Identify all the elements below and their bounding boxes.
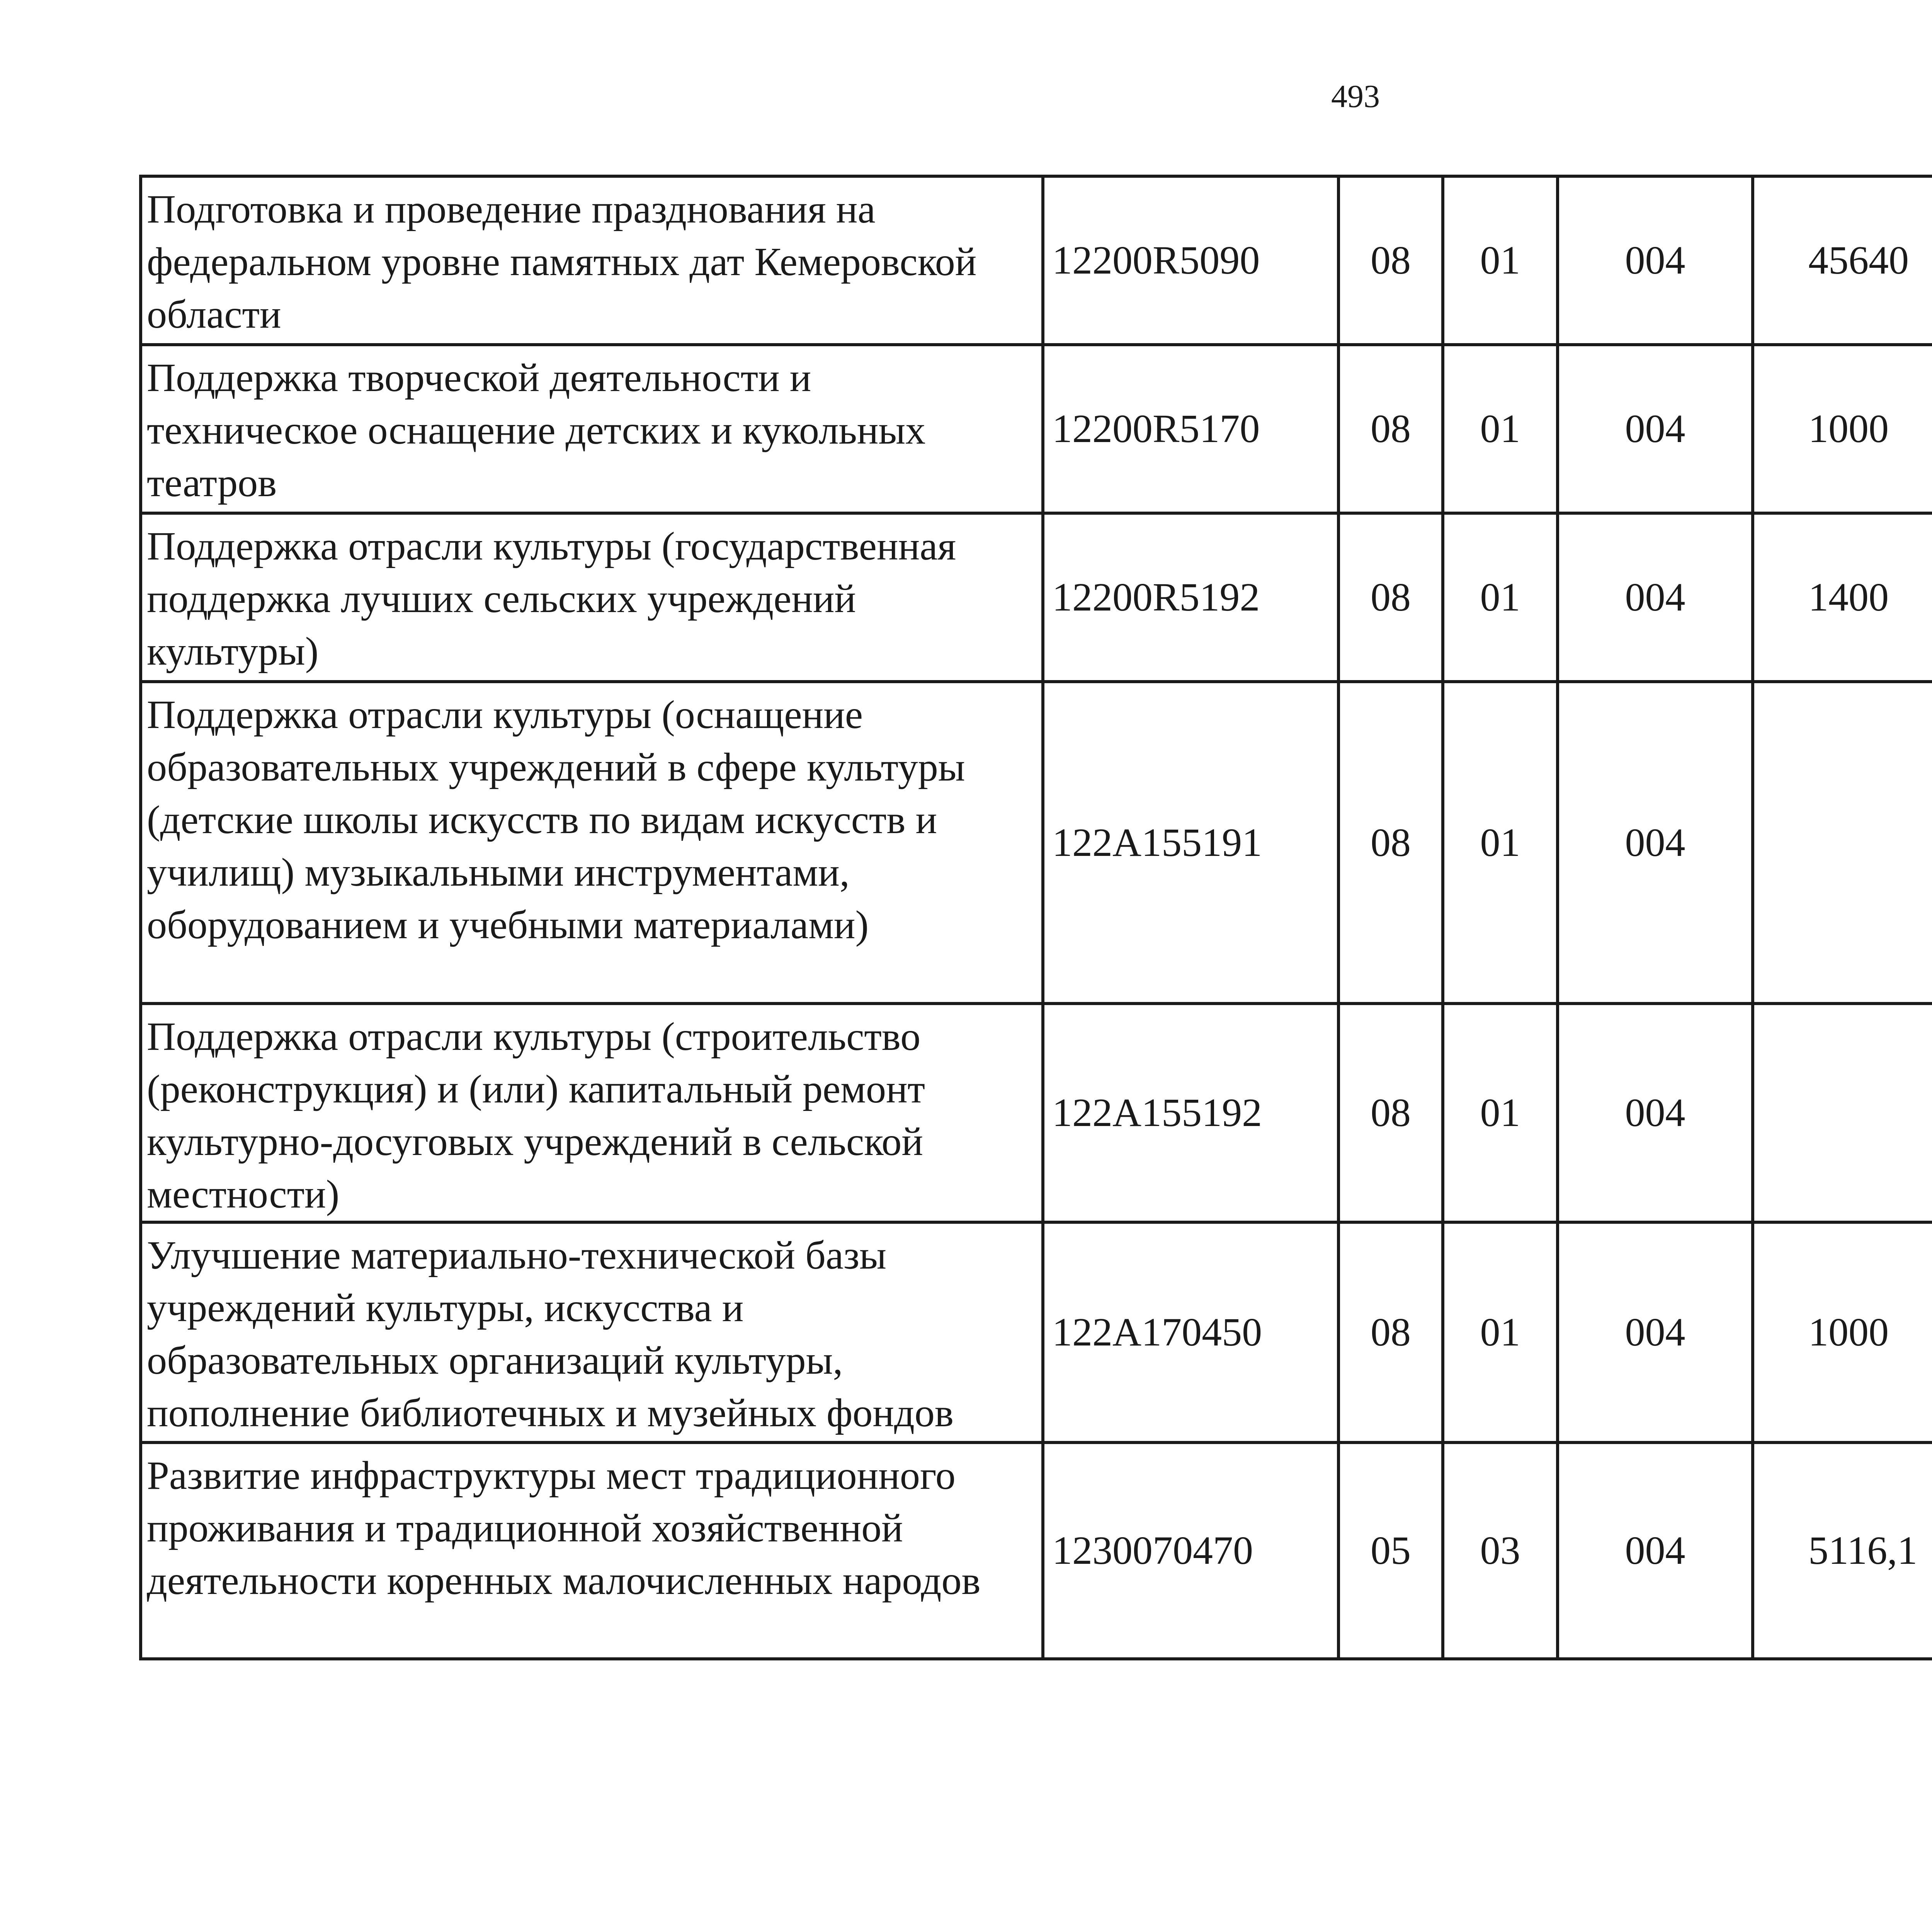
cell-subsection: 01 — [1443, 682, 1558, 1004]
cell-subsection: 01 — [1443, 345, 1558, 513]
cell-section: 08 — [1338, 682, 1443, 1004]
cell-code: 1230070470 — [1043, 1442, 1338, 1659]
table-row — [141, 1442, 1932, 1659]
table-row — [141, 682, 1932, 1004]
cell-code: 12200R5170 — [1043, 345, 1338, 513]
cell-section: 08 — [1338, 176, 1443, 345]
cell-code: 12200R5090 — [1043, 176, 1338, 345]
page-number: 493 — [1331, 78, 1380, 114]
cell-description: Развитие инфраструктуры мест традиционного проживания и традиционной хозяйственной деятельности коренных малочисленных народов — [141, 1442, 1043, 1659]
cell-amount-1: 1000 — [1753, 1222, 1932, 1442]
cell-description: Улучшение материально-технической базы учреждений культуры, искусства и образовательных организаций культуры, пополнение библиотечных и музейных фондов — [141, 1222, 1043, 1442]
cell-description: Подготовка и проведение празднования на федеральном уровне памятных дат Кемеровской области — [141, 176, 1043, 345]
cell-group: 004 — [1558, 682, 1753, 1004]
cell-section: 08 — [1338, 345, 1443, 513]
table-row — [141, 513, 1932, 682]
cell-group: 004 — [1558, 1442, 1753, 1659]
cell-subsection: 01 — [1443, 176, 1558, 345]
cell-amount-1: 1000 — [1753, 345, 1932, 513]
table-row — [141, 1004, 1932, 1222]
cell-code: 122A170450 — [1043, 1222, 1338, 1442]
cell-section: 08 — [1338, 1222, 1443, 1442]
cell-description: Поддержка отрасли культуры (строительство (реконструкция) и (или) капитальный ремонт культурно-досуговых учреждений в сельской местности) — [141, 1004, 1043, 1222]
cell-description: Поддержка отрасли культуры (оснащение образовательных учреждений в сфере культуры (детские школы искусств по видам искусств и училищ) музыкальными инструментами, оборудованием и учебными материалами) — [141, 682, 1043, 1004]
cell-amount-1: 45640 — [1753, 176, 1932, 345]
cell-group: 004 — [1558, 513, 1753, 682]
cell-group: 004 — [1558, 1004, 1753, 1222]
cell-subsection: 01 — [1443, 1004, 1558, 1222]
cell-amount-1: 5116,1 — [1753, 1442, 1932, 1659]
table-row — [141, 1222, 1932, 1442]
cell-amount-1 — [1753, 682, 1932, 1004]
cell-code: 12200R5192 — [1043, 513, 1338, 682]
cell-code: 122A155192 — [1043, 1004, 1338, 1222]
cell-amount-1: 1400 — [1753, 513, 1932, 682]
cell-group: 004 — [1558, 1222, 1753, 1442]
cell-section: 05 — [1338, 1442, 1443, 1659]
cell-subsection: 01 — [1443, 513, 1558, 682]
cell-section: 08 — [1338, 1004, 1443, 1222]
table-row — [141, 176, 1932, 345]
cell-description: Поддержка отрасли культуры (государственная поддержка лучших сельских учреждений культуры) — [141, 513, 1043, 682]
cell-amount-1 — [1753, 1004, 1932, 1222]
cell-code: 122A155191 — [1043, 682, 1338, 1004]
cell-description: Поддержка творческой деятельности и техническое оснащение детских и кукольных театров — [141, 345, 1043, 513]
cell-group: 004 — [1558, 345, 1753, 513]
table-row — [141, 345, 1932, 513]
cell-section: 08 — [1338, 513, 1443, 682]
budget-table — [139, 175, 1932, 1660]
cell-group: 004 — [1558, 176, 1753, 345]
cell-subsection: 01 — [1443, 1222, 1558, 1442]
cell-subsection: 03 — [1443, 1442, 1558, 1659]
